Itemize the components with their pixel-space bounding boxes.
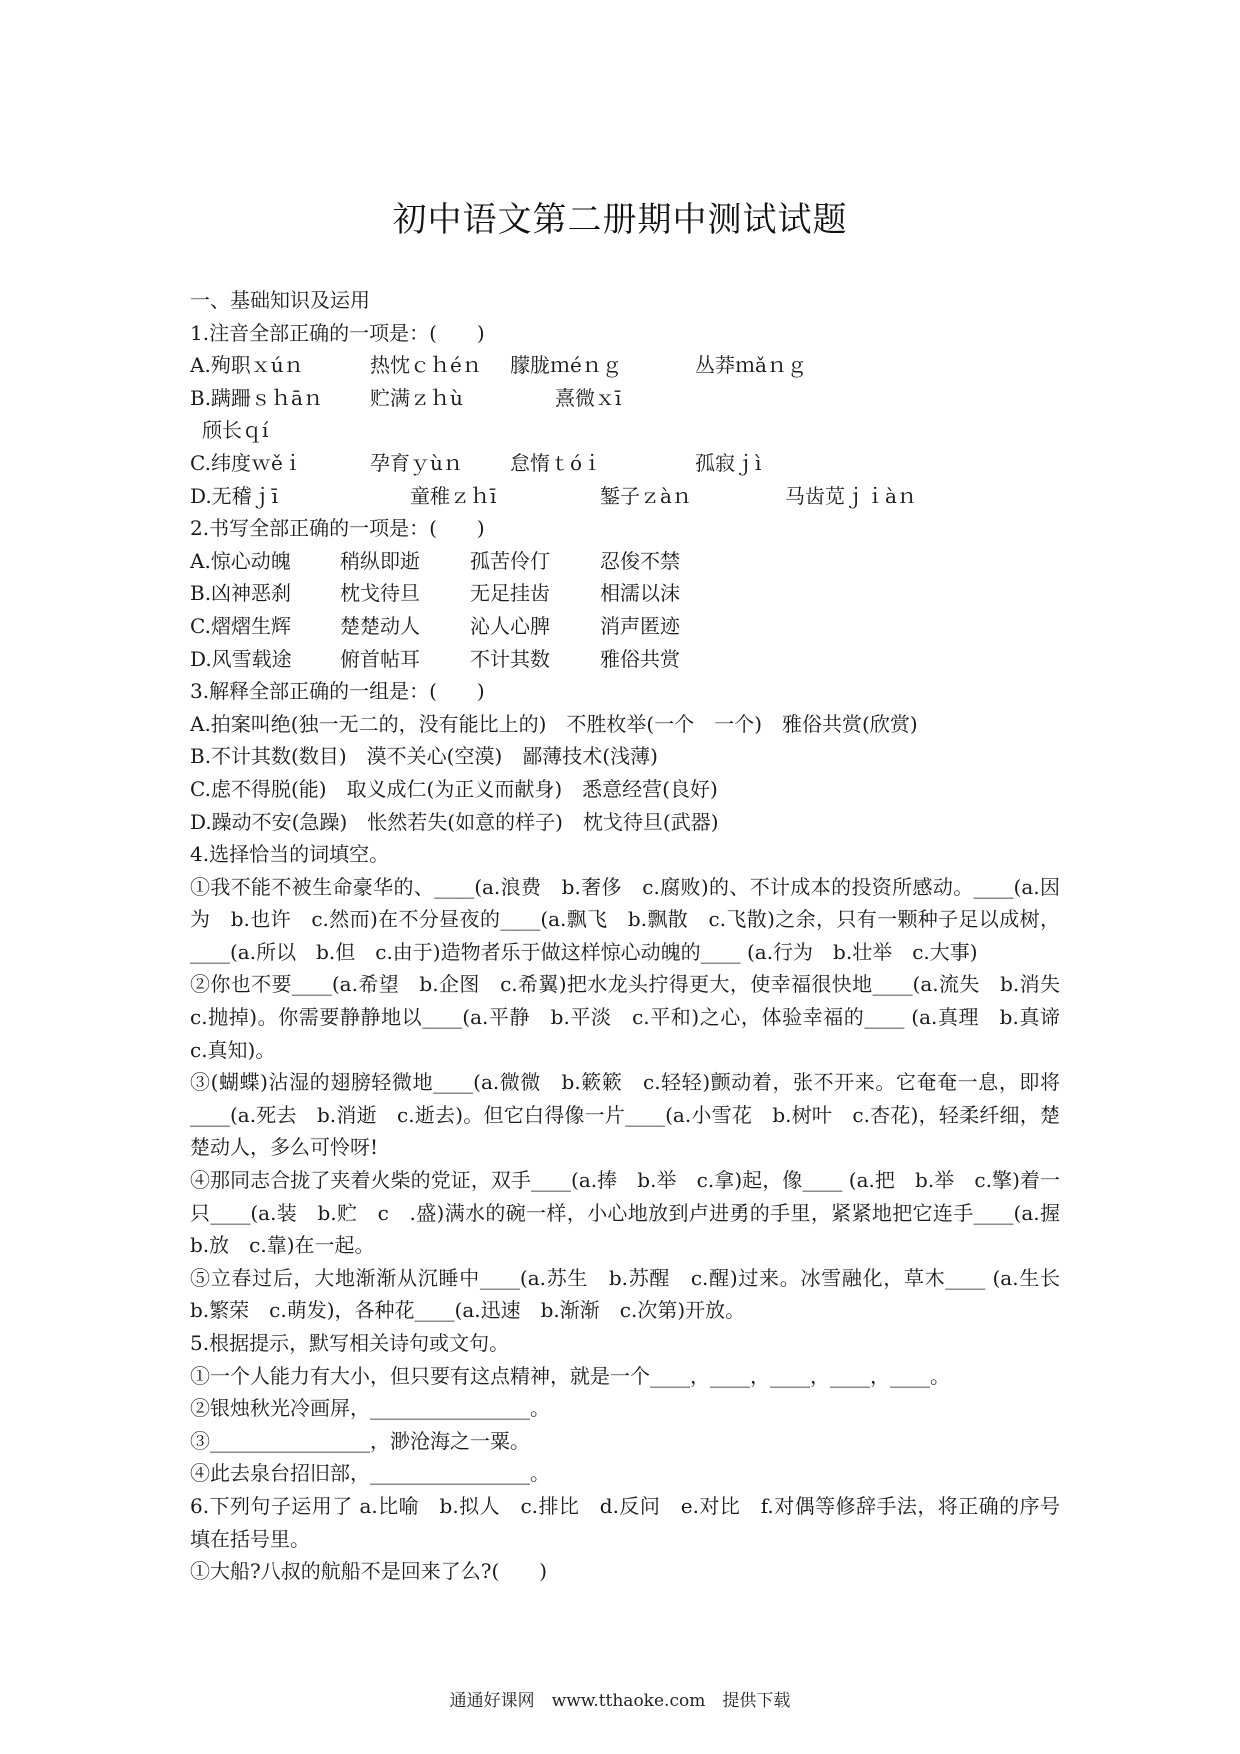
question-4-stem: 4.选择恰当的词填空。	[190, 842, 390, 867]
option-word: 熹微ｘī	[555, 385, 622, 410]
document-body	[190, 284, 1080, 1588]
question-3-option-b: B.不计其数(数目) 漠不关心(空漠) 鄙薄技术(浅薄)	[190, 744, 658, 769]
question-5-item-3: ③________________，渺沧海之一粟。	[190, 1428, 530, 1453]
option-word: 热忱ｃｈéｎ	[370, 353, 482, 378]
question-2-option-b	[190, 577, 1060, 610]
option-word: D.无稽ｊī	[190, 483, 279, 508]
question-5-item-2: ②银烛秋光冷画屏，________________。	[190, 1396, 550, 1421]
option-word: A.殉职ｘúｎ	[190, 353, 304, 378]
page-title: 初中语文第二册期中测试试题	[392, 200, 848, 240]
question-1-option-a	[190, 349, 1060, 382]
option-word: 丛莽ｍǎｎｇ	[695, 353, 807, 378]
option-word: 孤寂ｊì	[695, 450, 762, 475]
question-3-option-a: A.拍案叫绝(独一无二的，没有能比上的) 不胜枚举(一个 一个) 雅俗共赏(欣赏)	[190, 711, 918, 736]
question-5-item-1: ①一个人能力有大小，但只要有这点精神，就是一个____，____，____，____，____。	[190, 1363, 950, 1388]
option-word: 楚楚动人	[340, 613, 420, 638]
option-word: 消声匿迹	[600, 613, 680, 638]
option-word: 忍俊不禁	[600, 548, 680, 573]
option-word: C.纬度ｗěｉ	[190, 450, 303, 475]
question-1-stem: 1.注音全部正确的一项是：( )	[190, 320, 485, 345]
option-word: 无足挂齿	[470, 581, 550, 606]
question-4-paragraph-2: ②你也不要____(a.希望 b.企图 c.希翼)把水龙头拧得更大，使幸福很快地____(a.流失 b.消失 c.抛掉)。你需要静静地以____(a.平静 b.平淡 c.平和)之心，体验幸福的____ (a.真理 b.真谛 c.真知)。	[190, 972, 1080, 1062]
option-word: 錾子ｚàｎ	[600, 483, 692, 508]
option-word: 怠惰ｔóｉ	[510, 450, 603, 475]
question-5-item-4: ④此去泉台招旧部，________________。	[190, 1461, 550, 1486]
question-4-paragraph-4: ④那同志合拢了夹着火柴的党证，双手____(a.捧 b.举 c.拿)起，像____ (a.把 b.举 c.擎)着一只____(a.装 b.贮 c .盛)满水的碗一样，小心地放到卢进勇的手里，紧紧地把它连手____(a.握 b.放 c.靠)在一起。	[190, 1168, 1080, 1258]
question-6-item-1: ①大船?八叔的航船不是回来了么?( )	[190, 1559, 548, 1584]
section-heading: 一、基础知识及运用	[190, 288, 370, 312]
option-word: 稍纵即逝	[340, 548, 420, 573]
question-2-option-a	[190, 545, 1060, 578]
option-word: 沁人心脾	[470, 613, 550, 638]
option-word: A.惊心动魄	[190, 548, 291, 573]
question-4-paragraph-3: ③(蝴蝶)沾湿的翅膀轻微地____(a.微微 b.簌簌 c.轻轻)颤动着，张不开来。它奄奄一息，即将____(a.死去 b.消逝 c.逝去)。但它白得像一片____(a.小雪花 b.树叶 c.杏花)，轻柔纤细，楚楚动人，多么可怜呀!	[190, 1070, 1060, 1160]
option-word: 不计其数	[470, 646, 550, 671]
question-6-stem: 6.下列句子运用了 a.比喻 b.拟人 c.排比 d.反问 e.对比 f.对偶等修辞手法，将正确的序号填在括号里。	[190, 1493, 1060, 1551]
question-2-option-c	[190, 610, 1060, 643]
option-word: B.凶神恶刹	[190, 581, 292, 606]
option-word: 童稚ｚｈī	[410, 483, 497, 508]
question-1-option-b-cont: 颀长ｑí	[202, 418, 269, 443]
option-word: 俯首帖耳	[340, 646, 420, 671]
question-3-option-c: C.虑不得脱(能) 取义成仁(为正义而献身) 悉意经营(良好)	[190, 776, 718, 801]
question-4-paragraph-5: ⑤立春过后，大地渐渐从沉睡中____(a.苏生 b.苏醒 c.醒)过来。冰雪融化，草木____ (a.生长 b.繁荣 c.萌发)，各种花____(a.迅速 b.渐渐 c.次第)开放。	[190, 1265, 1080, 1323]
question-4-paragraph-1: ①我不能不被生命豪华的、____(a.浪费 b.奢侈 c.腐败)的、不计成本的投资所感动。____(a.因为 b.也许 c.然而)在不分昼夜的____(a.飘飞 b.飘散 c.飞散)之余，只有一颗种子足以成树，____(a.所以 b.但 c.由于)造物者乐于做这样惊心动魄的____ (a.行为 b.壮举 c.大事)	[190, 874, 1060, 964]
option-word: 孤苦伶仃	[470, 548, 550, 573]
option-word: 孕育ｙùｎ	[370, 450, 463, 475]
option-word: 贮满ｚｈù	[370, 385, 463, 410]
option-word: 朦胧ｍéｎｇ	[510, 353, 622, 378]
question-5-stem: 5.根据提示，默写相关诗句或文句。	[190, 1331, 510, 1355]
question-1-option-d	[190, 480, 1060, 513]
option-word: D.风雪载途	[190, 646, 292, 671]
question-3-option-d: D.躁动不安(急躁) 怅然若失(如意的样子) 枕戈待旦(武器)	[190, 809, 719, 834]
question-1-option-b	[190, 382, 1060, 415]
option-word: 马齿苋ｊｉàｎ	[785, 483, 917, 508]
option-word: 相濡以沫	[600, 581, 680, 606]
option-word: 枕戈待旦	[340, 581, 420, 606]
question-1-option-c	[190, 447, 1060, 480]
page-footer: 通通好课网 www.tthaoke.com 提供下载	[449, 1691, 791, 1711]
question-3-stem: 3.解释全部正确的一组是：( )	[190, 679, 485, 704]
question-2-stem: 2.书写全部正确的一项是：( )	[190, 516, 485, 541]
option-word: 雅俗共赏	[600, 646, 680, 671]
option-word: C.熠熠生辉	[190, 613, 291, 638]
question-2-option-d	[190, 643, 1060, 676]
option-word: B.蹒跚ｓｈāｎ	[190, 385, 323, 410]
